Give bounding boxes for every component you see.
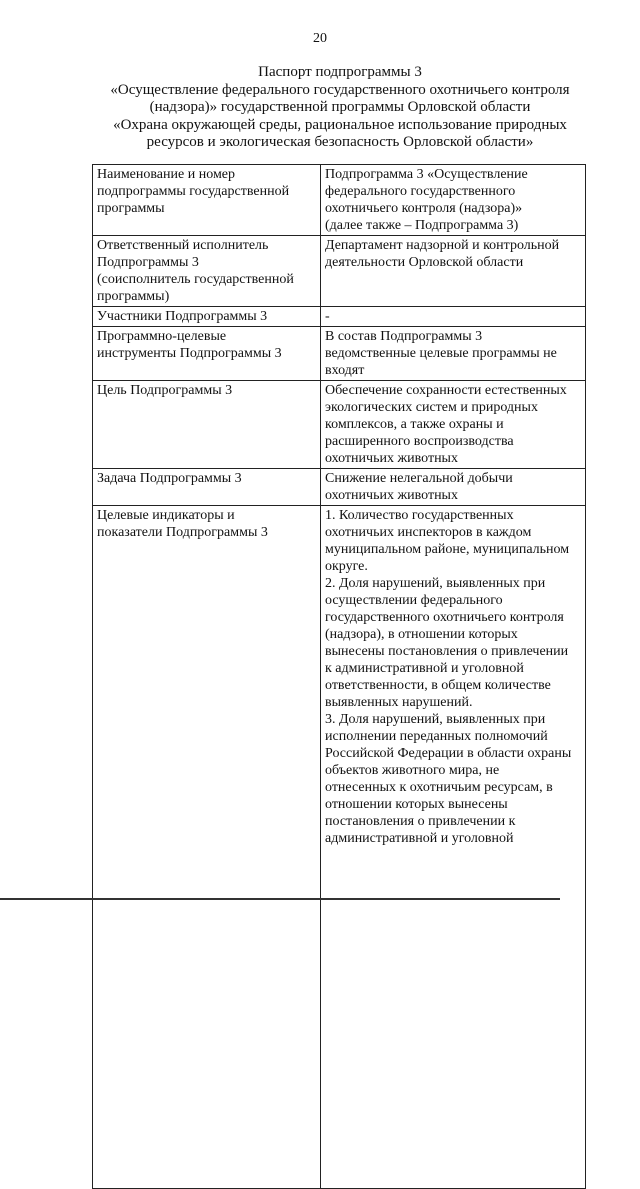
row-value: Снижение нелегальной добычи охотничьих животных xyxy=(321,469,586,506)
title-line: Паспорт подпрограммы 3 xyxy=(258,64,422,80)
row-label: Участники Подпрограммы 3 xyxy=(93,307,321,327)
row-label: Ответственный исполнитель Подпрограммы 3 (соисполнитель государственной программы) xyxy=(93,236,321,307)
title-line: «Осуществление федерального государственного охотничьего контроля xyxy=(110,81,570,98)
row-value: Подпрограмма 3 «Осуществление федерального государственного охотничьего контроля (надзора)» (далее также – Подпрограмма 3) xyxy=(321,165,586,236)
page-number: 20 xyxy=(313,31,327,46)
passport-table xyxy=(92,164,586,1189)
row-label: Наименование и номер подпрограммы государственной программы xyxy=(93,165,321,236)
title-line: (надзора)» государственной программы Орловской области xyxy=(149,99,531,115)
row-label: Задача Подпрограммы 3 xyxy=(93,469,321,506)
row-label: Цель Подпрограммы 3 xyxy=(93,381,321,469)
table-row xyxy=(93,165,586,236)
table-row xyxy=(93,381,586,469)
row-label: Целевые индикаторы и показатели Подпрограммы 3 xyxy=(93,506,321,1189)
row-value: 1. Количество государственных охотничьих инспекторов в каждом муниципальном районе, муниципальном округе. 2. Доля нарушений, выявленных при осуществлении федерального государственного охотничьего контроля (надзора), в отношении которых вынесены постановления о привлечении к административной и уголовной ответственности, в общем количестве выявленных нарушений. 3. Доля нарушений, выявленных при исполнении переданных полномочий Российской Федерации в области охраны объектов животного мира, не отнесенных к охотничьим ресурсам, в отношении которых вынесены постановления о привлечении к административной и уголовной xyxy=(321,506,586,1189)
page-bottom-rule xyxy=(0,898,560,900)
row-value: Обеспечение сохранности естественных экологических систем и природных комплексов, а также охраны и расширенного воспроизводства охотничьих животных xyxy=(321,381,586,469)
row-label: Программно-целевые инструменты Подпрограммы 3 xyxy=(93,327,321,381)
table-row xyxy=(93,327,586,381)
row-value: Департамент надзорной и контрольной деятельности Орловской области xyxy=(321,236,586,307)
row-value: В состав Подпрограммы 3 ведомственные целевые программы не входят xyxy=(321,327,586,381)
table-row xyxy=(93,506,586,1189)
row-value: - xyxy=(321,307,586,327)
table-row xyxy=(93,469,586,506)
title-line: ресурсов и экологическая безопасность Орловской области» xyxy=(146,134,534,150)
title-line: «Охрана окружающей среды, рациональное использование природных xyxy=(113,116,567,133)
document-title xyxy=(60,64,620,152)
table-row xyxy=(93,307,586,327)
table-row xyxy=(93,236,586,307)
